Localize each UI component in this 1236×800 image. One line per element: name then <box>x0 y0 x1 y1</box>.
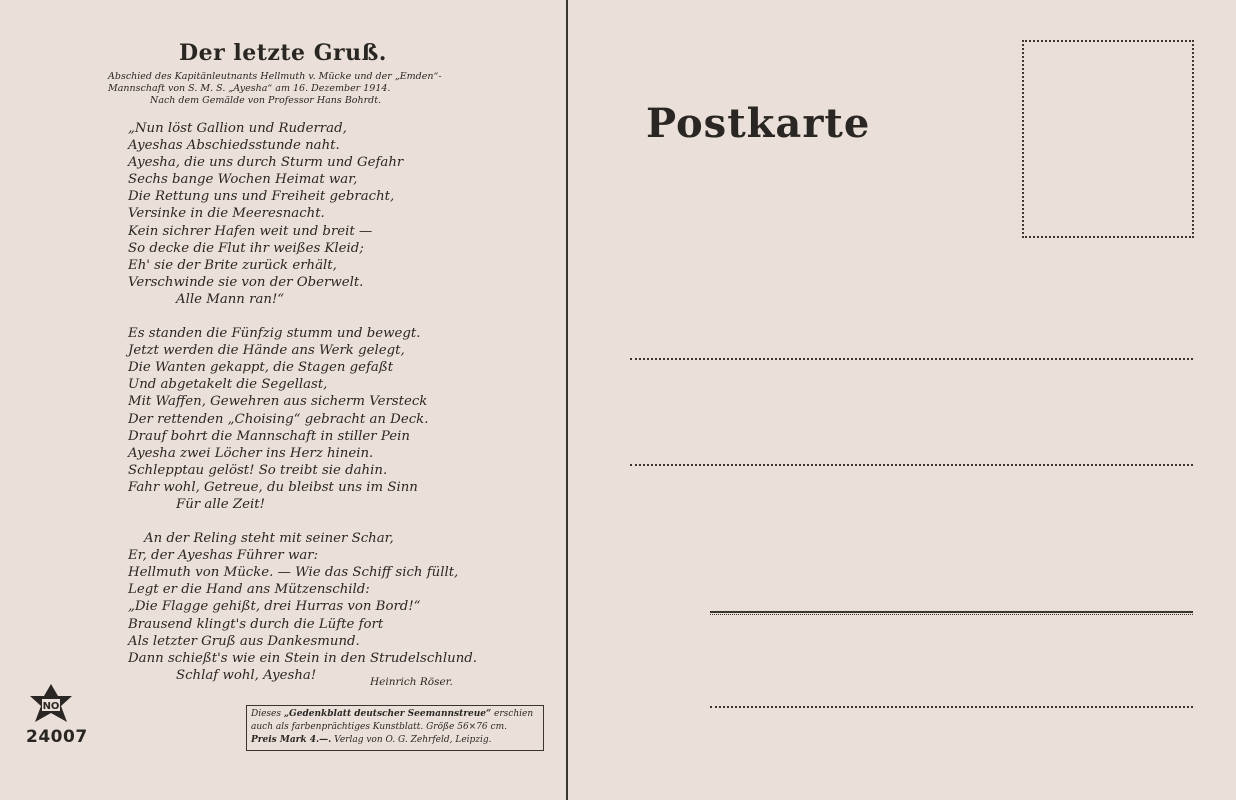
subtitle-line: Abschied des Kapitänleutnants Hellmuth v. Mücke und der „Emden“- <box>108 71 442 82</box>
poem-line: Ayeshas Abschiedsstunde naht. <box>128 138 340 154</box>
poem-line: Ayesha, die uns durch Sturm und Gefahr <box>128 155 404 171</box>
poem-stanza-2 <box>128 325 468 513</box>
poem-line: „Die Flagge gehißt, drei Hurras von Bord!“ <box>128 599 421 615</box>
poem-line: Sechs bange Wochen Heimat war, <box>128 172 358 188</box>
address-line-4 <box>710 706 1193 708</box>
address-line-2 <box>630 464 1193 466</box>
poem-line: Die Rettung uns und Freiheit gebracht, <box>128 189 395 205</box>
poem-line: „Nun löst Gallion und Ruderrad, <box>128 121 347 136</box>
notice-text: Dieses <box>251 709 284 719</box>
poem-closing-line: Alle Mann ran!“ <box>176 291 285 307</box>
center-divider <box>566 0 568 800</box>
notice-line-2: auch als farbenprächtiges Kunstblatt. Größe 56×76 cm. <box>251 722 507 732</box>
poem-line: Hellmuth von Mücke. — Wie das Schiff sich füllt, <box>128 565 459 581</box>
poem-line: Legt er die Hand ans Mützenschild: <box>128 582 370 598</box>
address-line-3-dotted <box>710 614 1193 615</box>
poem-line: Versinke in die Meeresnacht. <box>128 206 325 222</box>
poem-closing-line: Für alle Zeit! <box>176 496 265 512</box>
poem-line: Jetzt werden die Hände ans Werk gelegt, <box>128 343 405 359</box>
notice-publisher: Verlag von O. G. Zehrfeld, Leipzig. <box>331 735 492 745</box>
serial-number: 24007 <box>26 727 88 747</box>
poem-line: Schlepptau gelöst! So treibt sie dahin. <box>128 462 388 478</box>
poem-line: Er, der Ayeshas Führer war: <box>128 548 319 564</box>
poem-line: Die Wanten gekappt, die Stagen gefaßt <box>128 360 394 376</box>
poem-line: Und abgetakelt die Segellast, <box>128 377 328 393</box>
poem-author: Heinrich Röser. <box>370 676 453 688</box>
stamp-box <box>1022 40 1194 238</box>
notice-text: erschien <box>491 709 534 719</box>
address-line-1 <box>630 358 1193 360</box>
notice-line-1 <box>251 708 539 721</box>
logo-letters: NO <box>42 701 60 712</box>
message-side <box>0 0 566 800</box>
notice-bold-text: „Gedenkblatt deutscher Seemannstreue“ <box>283 709 492 719</box>
poem-title: Der letzte Gruß. <box>179 40 387 66</box>
publisher-star-logo-icon <box>29 682 73 726</box>
poem-line: Fahr wohl, Getreue, du bleibst uns im Sinn <box>128 479 418 495</box>
poem-line: An der Reling steht mit seiner Schar, <box>144 531 394 547</box>
poem-body <box>128 120 478 701</box>
poem-stanza-3 <box>128 530 478 684</box>
notice-line-3 <box>251 734 539 747</box>
poem-line: So decke die Flut ihr weißes Kleid; <box>128 240 364 256</box>
subtitle-line: Nach dem Gemälde von Professor Hans Bohrdt. <box>150 95 382 106</box>
poem-line: Als letzter Gruß aus Dankesmund. <box>128 633 360 649</box>
poem-line: Eh' sie der Brite zurück erhält, <box>128 257 337 273</box>
address-line-3 <box>710 611 1193 613</box>
poem-line: Der rettenden „Choising“ gebracht an Deck. <box>128 411 429 427</box>
subtitle-line: Mannschaft von S. M. S. „Ayesha“ am 16. Dezember 1914. <box>108 83 391 94</box>
poem-line: Ayesha zwei Löcher ins Herz hinein. <box>128 445 374 461</box>
poem-line: Mit Waffen, Gewehren aus sicherm Versteck <box>128 394 428 410</box>
poem-stanza-1 <box>128 120 468 308</box>
postkarte-heading: Postkarte <box>646 100 871 147</box>
notice-price: Preis Mark 4.—. <box>251 735 332 745</box>
poem-line: Verschwinde sie von der Oberwelt. <box>128 274 364 290</box>
publisher-notice-box <box>246 705 544 751</box>
poem-line: Brausend klingt's durch die Lüfte fort <box>128 616 384 632</box>
poem-line: Es standen die Fünfzig stumm und bewegt. <box>128 326 421 342</box>
poem-line: Dann schießt's wie ein Stein in den Strudelschlund. <box>128 650 478 666</box>
poem-line: Drauf bohrt die Mannschaft in stiller Pein <box>128 428 410 444</box>
poem-line: Kein sichrer Hafen weit und breit — <box>128 223 373 239</box>
poem-closing-line: Schlaf wohl, Ayesha! <box>176 667 317 683</box>
